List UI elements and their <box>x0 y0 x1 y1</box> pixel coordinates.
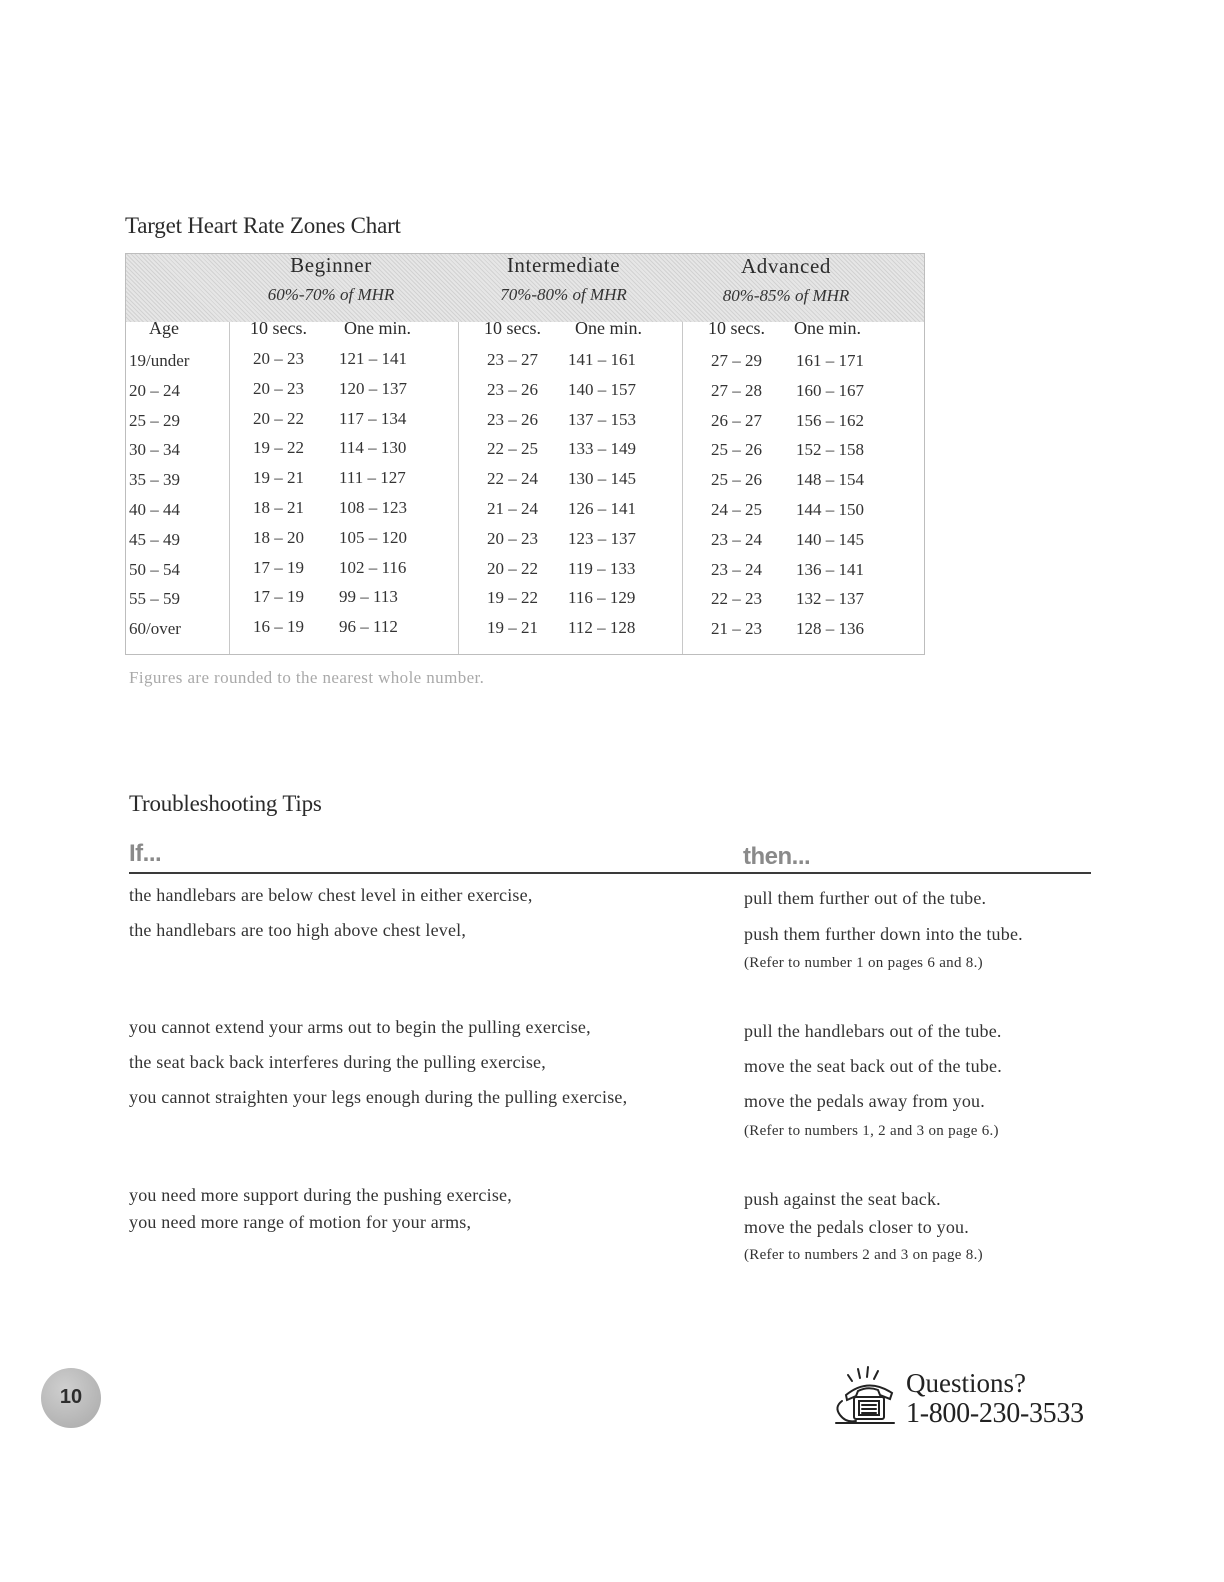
column-divider <box>229 322 230 654</box>
heart-rate-title: Target Heart Rate Zones Chart <box>125 213 401 238</box>
advanced-10s-cell: 23 – 24 <box>711 560 762 579</box>
tip-condition: you need more support during the pushing exercise, <box>129 1185 512 1205</box>
intermediate-1min-cell: 126 – 141 <box>568 499 636 518</box>
age-cell: 20 – 24 <box>129 381 180 400</box>
tip-remedy: push them further down into the tube. <box>744 924 1023 944</box>
age-cell: 25 – 29 <box>129 411 180 430</box>
beginner-10s-cell: 19 – 22 <box>253 438 304 457</box>
advanced-1min-cell: 156 – 162 <box>796 411 864 430</box>
beginner-10s-cell: 20 – 22 <box>253 409 304 428</box>
beginner-1min-cell: 102 – 116 <box>339 558 407 577</box>
advanced-1min-cell: 160 – 167 <box>796 381 864 400</box>
column-header-age: Age <box>149 318 179 338</box>
age-cell: 50 – 54 <box>129 560 180 579</box>
beginner-10s-cell: 17 – 19 <box>253 587 304 606</box>
heading-rule <box>129 872 1091 874</box>
intermediate-10s-cell: 20 – 23 <box>487 529 538 548</box>
page-number: 10 <box>59 1386 83 1408</box>
intermediate-1min-cell: 133 – 149 <box>568 439 636 458</box>
troubleshooting-title: Troubleshooting Tips <box>129 791 322 816</box>
intermediate-1min-cell: 137 – 153 <box>568 410 636 429</box>
tip-condition: the seat back back interferes during the pulling exercise, <box>129 1052 546 1072</box>
tip-condition: you cannot extend your arms out to begin the pulling exercise, <box>129 1017 591 1037</box>
advanced-1min-cell: 144 – 150 <box>796 500 864 519</box>
beginner-10s-cell: 17 – 19 <box>253 558 304 577</box>
advanced-10s-cell: 26 – 27 <box>711 411 762 430</box>
advanced-1min-cell: 128 – 136 <box>796 619 864 638</box>
beginner-1min-cell: 114 – 130 <box>339 438 407 457</box>
tip-remedy: move the pedals away from you. <box>744 1091 985 1111</box>
telephone-icon <box>832 1365 904 1427</box>
zone-percent: 80%-85% of MHR <box>722 286 850 305</box>
advanced-1min-cell: 148 – 154 <box>796 470 864 489</box>
advanced-1min-cell: 140 – 145 <box>796 530 864 549</box>
tip-remedy: pull the handlebars out of the tube. <box>744 1021 1002 1041</box>
age-cell: 35 – 39 <box>129 470 180 489</box>
page-number-badge <box>41 1368 101 1428</box>
advanced-1min-cell: 152 – 158 <box>796 440 864 459</box>
intermediate-10s-cell: 20 – 22 <box>487 559 538 578</box>
intermediate-1min-cell: 112 – 128 <box>568 618 636 637</box>
column-divider <box>458 322 459 654</box>
advanced-10s-cell: 22 – 23 <box>711 589 762 608</box>
advanced-10s-cell: 27 – 29 <box>711 351 762 370</box>
beginner-1min-cell: 120 – 137 <box>339 379 407 398</box>
age-cell: 55 – 59 <box>129 589 180 608</box>
beginner-10s-cell: 20 – 23 <box>253 349 304 368</box>
zone-name: Intermediate <box>506 253 621 277</box>
advanced-10s-cell: 27 – 28 <box>711 381 762 400</box>
age-cell: 60/over <box>129 619 181 638</box>
tip-condition: the handlebars are below chest level in either exercise, <box>129 885 533 905</box>
zone-percent: 60%-70% of MHR <box>267 285 395 304</box>
beginner-10s-cell: 19 – 21 <box>253 468 304 487</box>
beginner-1min-cell: 108 – 123 <box>339 498 407 517</box>
tip-remedy: pull them further out of the tube. <box>744 888 987 908</box>
tip-remedy: move the pedals closer to you. <box>744 1217 969 1237</box>
advanced-1min-cell: 136 – 141 <box>796 560 864 579</box>
column-header-10-secs: 10 secs. <box>484 318 541 338</box>
tip-reference: (Refer to number 1 on pages 6 and 8.) <box>744 955 983 971</box>
zone-name: Beginner <box>290 253 372 277</box>
zone-name: Advanced <box>741 254 831 278</box>
tip-condition: the handlebars are too high above chest level, <box>129 920 467 940</box>
tip-reference: (Refer to numbers 1, 2 and 3 on page 6.) <box>744 1123 999 1139</box>
column-header-10-secs: 10 secs. <box>250 318 307 338</box>
advanced-1min-cell: 132 – 137 <box>796 589 864 608</box>
zone-percent: 70%-80% of MHR <box>500 285 627 304</box>
advanced-10s-cell: 23 – 24 <box>711 530 762 549</box>
beginner-1min-cell: 99 – 113 <box>339 587 398 606</box>
questions-label: Questions? <box>906 1368 1026 1398</box>
intermediate-1min-cell: 119 – 133 <box>568 559 636 578</box>
beginner-1min-cell: 111 – 127 <box>339 468 406 487</box>
tip-remedy: move the seat back out of the tube. <box>744 1056 1002 1076</box>
age-cell: 30 – 34 <box>129 440 180 459</box>
zone-advanced <box>686 255 886 305</box>
beginner-1min-cell: 117 – 134 <box>339 409 407 428</box>
advanced-10s-cell: 24 – 25 <box>711 500 762 519</box>
beginner-1min-cell: 96 – 112 <box>339 617 398 636</box>
tip-condition: you need more range of motion for your arms, <box>129 1212 472 1232</box>
tip-reference: (Refer to numbers 2 and 3 on page 8.) <box>744 1247 983 1263</box>
then-column-heading: then... <box>743 843 811 870</box>
beginner-10s-cell: 18 – 20 <box>253 528 304 547</box>
advanced-10s-cell: 21 – 23 <box>711 619 762 638</box>
beginner-10s-cell: 16 – 19 <box>253 617 304 636</box>
age-cell: 40 – 44 <box>129 500 180 519</box>
heart-rate-table <box>125 253 925 655</box>
age-cell: 19/under <box>129 351 190 370</box>
advanced-10s-cell: 25 – 26 <box>711 470 762 489</box>
intermediate-1min-cell: 116 – 129 <box>568 588 636 607</box>
column-divider <box>682 322 683 654</box>
phone-number: 1-800-230-3533 <box>906 1398 1084 1429</box>
age-cell: 45 – 49 <box>129 530 180 549</box>
intermediate-1min-cell: 130 – 145 <box>568 469 636 488</box>
tip-condition: you cannot straighten your legs enough during the pulling exercise, <box>129 1087 628 1107</box>
tip-remedy: push against the seat back. <box>744 1189 941 1209</box>
if-column-heading: If... <box>129 840 162 867</box>
column-header-10-secs: 10 secs. <box>708 318 765 338</box>
table-footnote: Figures are rounded to the nearest whole number. <box>129 668 485 687</box>
intermediate-1min-cell: 141 – 161 <box>568 350 636 369</box>
intermediate-1min-cell: 123 – 137 <box>568 529 636 548</box>
column-header-one-min: One min. <box>794 318 861 338</box>
intermediate-10s-cell: 22 – 25 <box>487 439 538 458</box>
intermediate-10s-cell: 23 – 27 <box>487 350 538 369</box>
beginner-1min-cell: 105 – 120 <box>339 528 407 547</box>
intermediate-10s-cell: 22 – 24 <box>487 469 538 488</box>
intermediate-10s-cell: 23 – 26 <box>487 410 538 429</box>
advanced-1min-cell: 161 – 171 <box>796 351 864 370</box>
intermediate-1min-cell: 140 – 157 <box>568 380 636 399</box>
intermediate-10s-cell: 23 – 26 <box>487 380 538 399</box>
zone-beginner <box>231 254 431 304</box>
zone-intermediate <box>461 254 666 304</box>
beginner-1min-cell: 121 – 141 <box>339 349 407 368</box>
intermediate-10s-cell: 19 – 21 <box>487 618 538 637</box>
beginner-10s-cell: 20 – 23 <box>253 379 304 398</box>
column-header-one-min: One min. <box>344 318 411 338</box>
intermediate-10s-cell: 21 – 24 <box>487 499 538 518</box>
column-header-one-min: One min. <box>575 318 642 338</box>
intermediate-10s-cell: 19 – 22 <box>487 588 538 607</box>
advanced-10s-cell: 25 – 26 <box>711 440 762 459</box>
beginner-10s-cell: 18 – 21 <box>253 498 304 517</box>
